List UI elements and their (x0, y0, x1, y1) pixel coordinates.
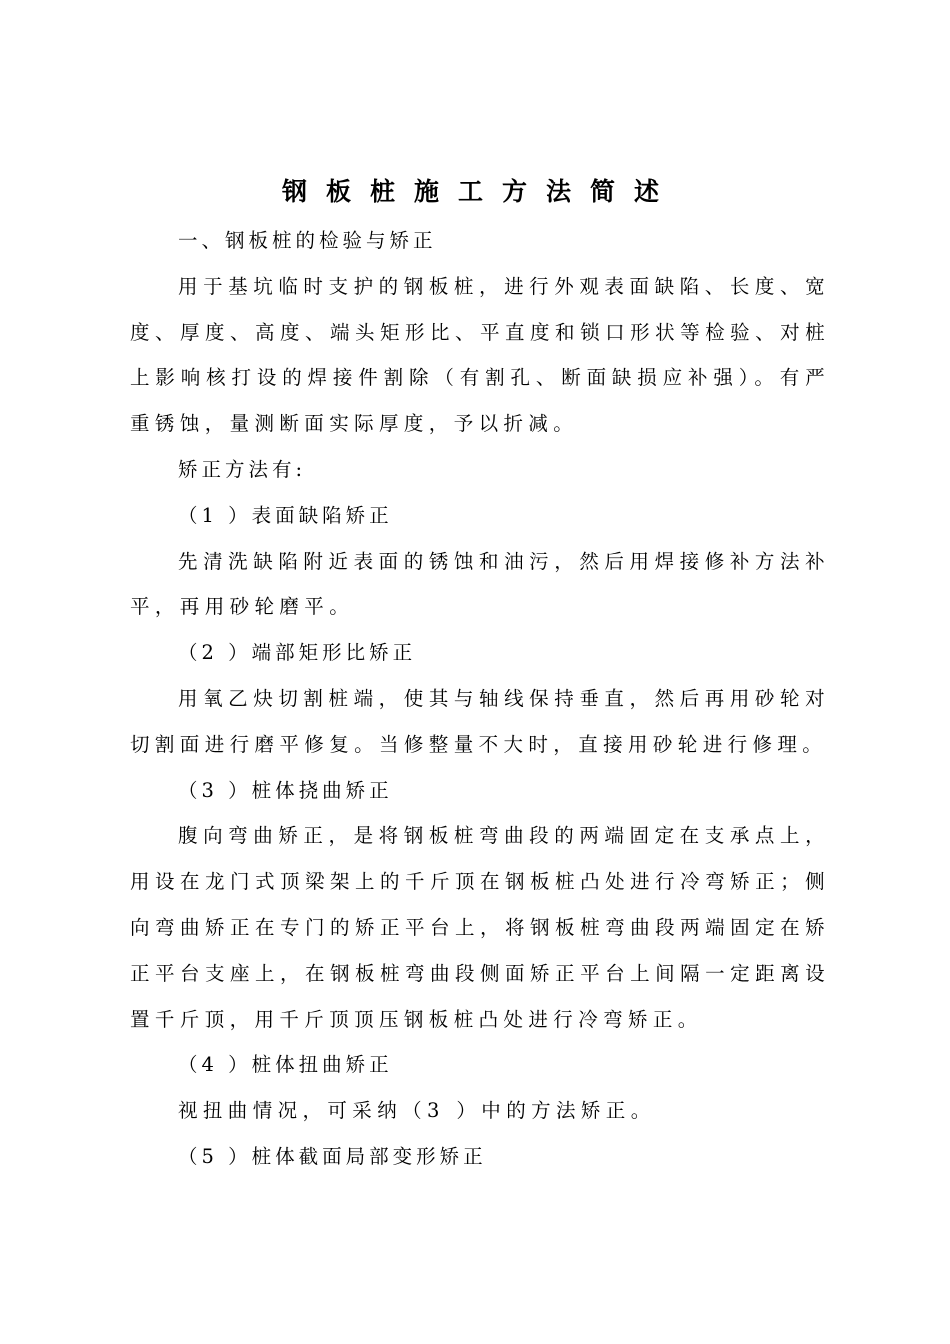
item-heading-2: （2 ）端部矩形比矫正 (178, 641, 417, 665)
item-text-4: 视扭曲情况，可采纳（3 ）中的方法矫正。 (178, 1099, 656, 1123)
item-heading-1: （1 ）表面缺陷矫正 (178, 503, 393, 527)
item-text-1: 先清洗缺陷附近表面的锈蚀和油污，然后用焊接修补方法补平，再用砂轮磨平。 (130, 549, 830, 619)
methods-intro: 矫正方法有: (178, 457, 307, 481)
document-body (130, 218, 830, 1180)
item-text-3: 腹向弯曲矫正，是将钢板桩弯曲段的两端固定在支承点上，用设在龙门式顶梁架上的千斤顶在钢板桩凸处进行冷弯矫正；侧向弯曲矫正在专门的矫正平台上，将钢板桩弯曲段两端固定在矫正平台支座上，在钢板桩弯曲段侧面矫正平台上间隔一定距离设置千斤顶，用千斤顶顶压钢板桩凸处进行冷弯矫正。 (130, 824, 830, 1031)
item-heading-3: （3 ）桩体挠曲矫正 (178, 778, 393, 802)
paragraph: 用于基坑临时支护的钢板桩，进行外观表面缺陷、长度、宽度、厚度、高度、端头矩形比、平直度和锁口形状等检验、对桩上影响核打设的焊接件割除（有割孔、断面缺损应补强）。有严重锈蚀，量测断面实际厚度，予以折减。 (130, 274, 830, 436)
item-heading-5: （5 ）桩体截面局部变形矫正 (178, 1144, 487, 1168)
item-text-2: 用氧乙炔切割桩端，使其与轴线保持垂直，然后再用砂轮对切割面进行磨平修复。当修整量不大时，直接用砂轮进行修理。 (130, 686, 830, 756)
item-heading-4: （4 ）桩体扭曲矫正 (178, 1053, 393, 1077)
document-title: 钢板桩施工方法简述 (281, 177, 678, 206)
section-heading: 一、钢板桩的检验与矫正 (178, 229, 437, 252)
